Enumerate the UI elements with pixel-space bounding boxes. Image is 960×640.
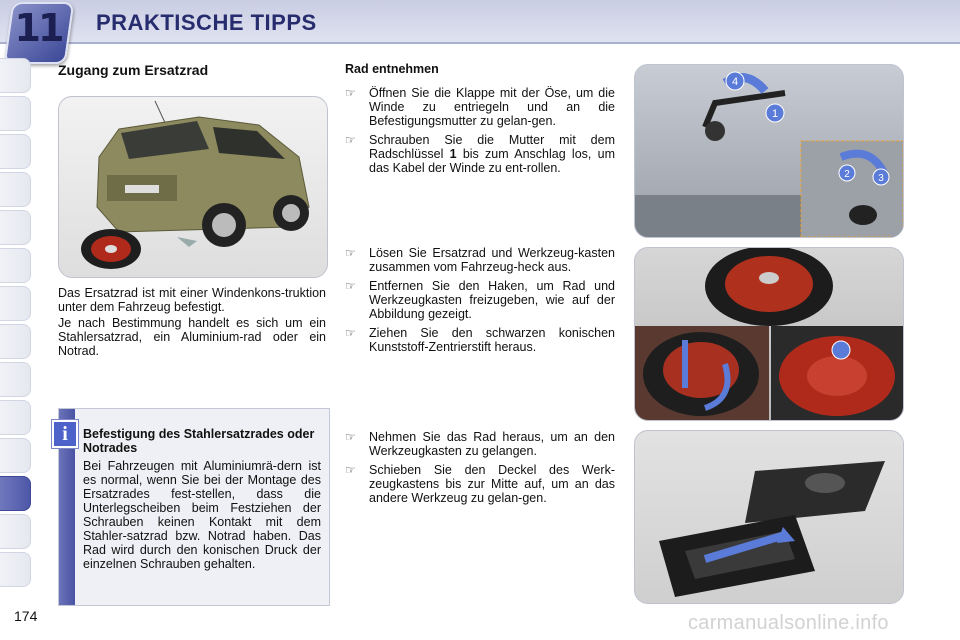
chapter-tab[interactable] (0, 400, 31, 435)
car-illustration (58, 96, 328, 278)
chapter-tab[interactable] (0, 210, 31, 245)
chapter-tab[interactable] (0, 438, 31, 473)
chapter-tab[interactable] (0, 552, 31, 587)
chapter-tab-active[interactable] (0, 476, 31, 511)
pointing-hand-icon: ☞ (345, 326, 356, 340)
spare-wheel-illustration (634, 247, 904, 421)
toolbox-illustration (634, 430, 904, 604)
list-item: ☞ Schrauben Sie die Mutter mit dem Radschlüssel 1 bis zum Anschlag los, um das Kabel der Winde zu ent-rollen. (345, 133, 615, 175)
chapter-tab[interactable] (0, 514, 31, 549)
chapter-tab[interactable] (0, 362, 31, 397)
pointing-hand-icon: ☞ (345, 279, 356, 293)
label-2: 2 (844, 169, 850, 180)
pointing-hand-icon: ☞ (345, 86, 356, 100)
instruction-list-2 (345, 246, 615, 359)
list-item: ☞ Schieben Sie den Deckel des Werk-zeugkastens bis zur Mitte auf, um an das andere Werkzeug zu gelan-gen. (345, 463, 615, 505)
spare-wheel-icon (635, 248, 903, 420)
pointing-hand-icon: ☞ (345, 430, 356, 444)
page-number: 174 (14, 608, 38, 624)
list-item: ☞ Öffnen Sie die Klappe mit der Öse, um die Winde zu entriegeln und an die Befestigungsmutter zu gelan-gen. (345, 86, 615, 128)
paragraph-mounting: Das Ersatzrad ist mit einer Windenkons-truktion unter dem Fahrzeug befestigt. (58, 286, 326, 314)
chapter-tab[interactable] (0, 248, 31, 283)
chapter-tab[interactable] (0, 172, 31, 207)
chapter-tab[interactable] (0, 324, 31, 359)
toolbox-icon (635, 431, 903, 603)
chapter-tab[interactable] (0, 286, 31, 321)
pointing-hand-icon: ☞ (345, 463, 356, 477)
label-3: 3 (878, 173, 884, 184)
chapter-tab[interactable] (0, 134, 31, 169)
winch-illustration (634, 64, 904, 238)
list-item: ☞ Entfernen Sie den Haken, um Rad und Werkzeugkasten freizugeben, wie auf der Abbildung gezeigt. (345, 279, 615, 321)
car-with-spare-wheel-icon (59, 97, 327, 277)
paragraph-wheel-type: Je nach Bestimmung handelt es sich um ein Stahlersatzrad, ein Aluminium-rad oder ein Notrad. (58, 316, 326, 358)
list-item: ☞ Ziehen Sie den schwarzen konischen Kunststoff-Zentrierstift heraus. (345, 326, 615, 354)
winch-key-icon (635, 65, 903, 237)
section-heading-remove: Rad entnehmen (345, 62, 439, 76)
pointing-hand-icon: ☞ (345, 246, 356, 260)
info-icon: i (52, 420, 78, 448)
chapter-tab[interactable] (0, 96, 31, 131)
instruction-list-1 (345, 86, 615, 180)
pointing-hand-icon: ☞ (345, 133, 356, 147)
label-4: 4 (731, 76, 739, 88)
chapter-tab[interactable] (0, 58, 31, 93)
list-item: ☞ Nehmen Sie das Rad heraus, um an den Werkzeugkasten zu gelangen. (345, 430, 615, 458)
chapter-number: 11 (14, 6, 62, 50)
watermark: carmanualsonline.info (688, 612, 889, 634)
section-heading-access: Zugang zum Ersatzrad (58, 62, 209, 78)
chapter-title: PRAKTISCHE TIPPS (96, 10, 317, 35)
label-1: 1 (771, 108, 779, 120)
instruction-list-3 (345, 430, 615, 510)
info-text: Bei Fahrzeugen mit Aluminiumrä-dern ist es normal, wenn Sie bei der Montage des Ersatzrades fest-stellen, dass die Unterlegscheiben beim Festziehen der Schrauben keinen Kontakt mit dem Stahler-satzrad bzw. Notrad haben. Das Rad wird durch den konischen Druck der einzelnen Schrauben gehalten. (83, 459, 321, 571)
info-title: Befestigung des Stahlersatzrades oder Notrades (83, 427, 315, 455)
list-item: ☞ Lösen Sie Ersatzrad und Werkzeug-kasten zusammen vom Fahrzeug-heck aus. (345, 246, 615, 274)
